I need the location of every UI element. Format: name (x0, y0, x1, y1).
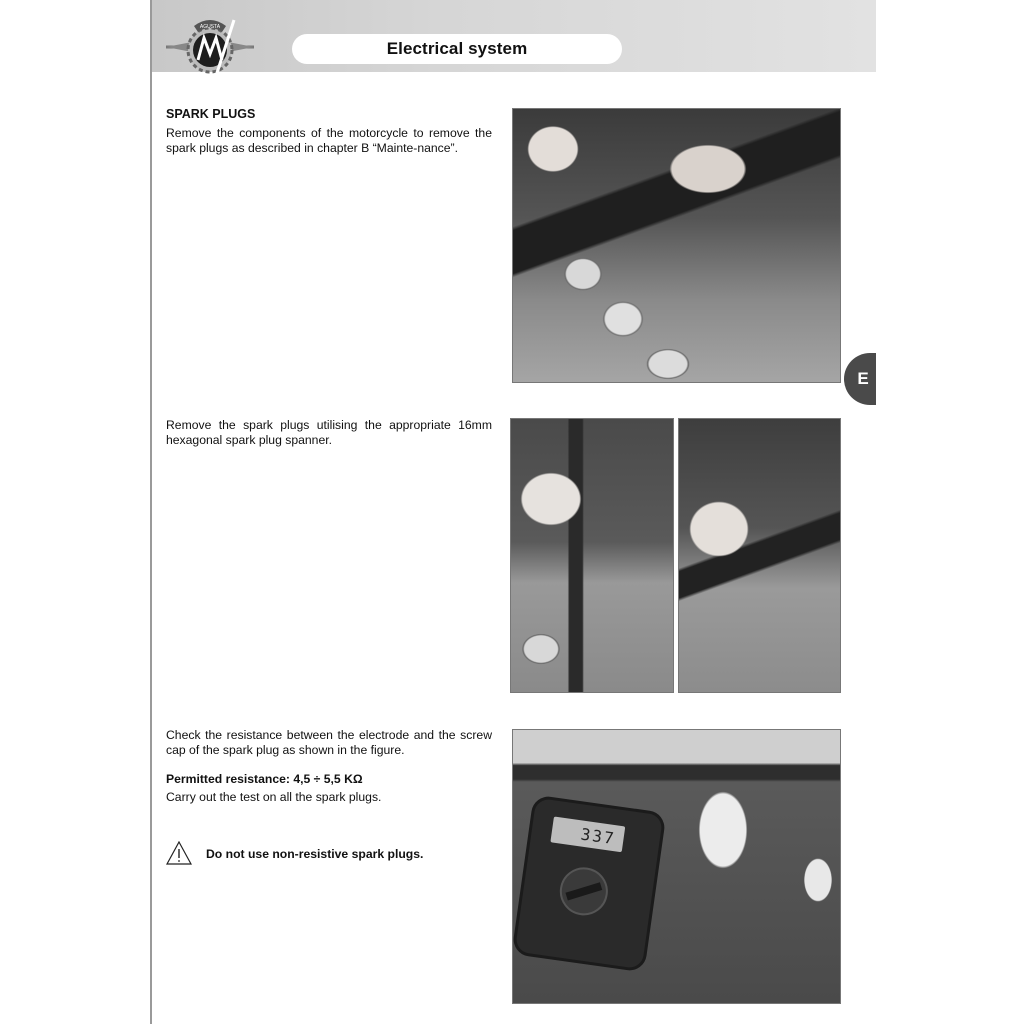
svg-text:AGUSTA: AGUSTA (199, 24, 221, 30)
figure-spanner-insert (510, 418, 674, 693)
warning-triangle-icon (166, 841, 192, 865)
page-header (152, 0, 876, 72)
section-body: Remove the components of the motorcycle to remove the spark plugs as described in chapter B “Mainte-nance”. (166, 126, 492, 155)
section-remove-spark-plugs (166, 418, 492, 448)
figure-spark-plug-extract (678, 418, 841, 693)
test-note: Carry out the test on all the spark plugs. (166, 790, 382, 804)
meter-display: 337 (550, 816, 625, 852)
section-heading: SPARK PLUGS (166, 107, 256, 121)
section-body: Remove the spark plugs utilising the appropriate 16mm hexagonal spark plug spanner. (166, 418, 492, 447)
chapter-title-pill (292, 34, 622, 64)
section-body: Check the resistance between the electrode and the screw cap of the spark plug as shown in the figure. (166, 728, 492, 757)
multimeter (515, 798, 663, 969)
chapter-tab-e[interactable] (844, 353, 876, 405)
meter-dial (557, 864, 611, 918)
permitted-resistance: Permitted resistance: 4,5 ÷ 5,5 KΩ (166, 772, 363, 786)
section-spark-plugs-intro (166, 107, 492, 156)
manual-page (150, 0, 876, 1024)
figure-spark-plug-access (512, 108, 841, 383)
mv-agusta-logo-icon (164, 14, 256, 80)
warning-text: Do not use non-resistive spark plugs. (206, 847, 424, 861)
section-resistance-check (166, 728, 492, 805)
chapter-title: Electrical system (386, 39, 528, 58)
figure-multimeter-test (512, 729, 841, 1004)
chapter-tab-label: E (857, 369, 869, 388)
